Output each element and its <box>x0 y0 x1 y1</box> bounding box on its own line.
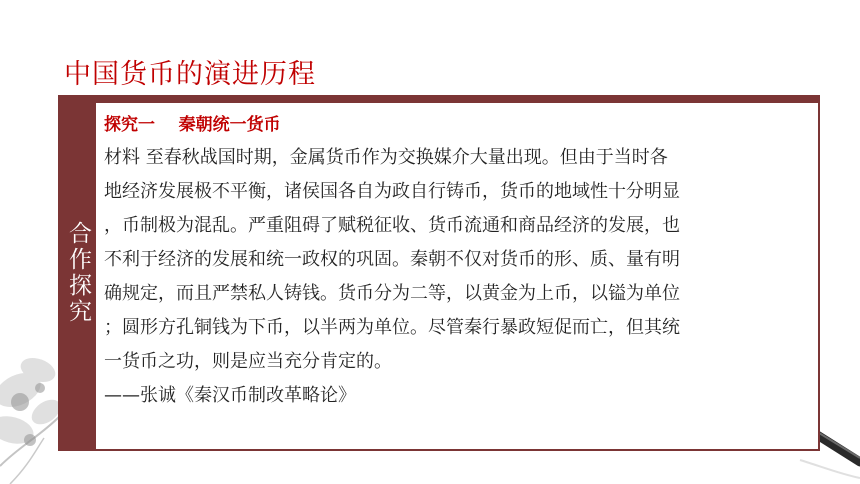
citation: ——张诚《秦汉币制改革略论》 <box>104 385 356 406</box>
text-line: 一货币之功，则是应当充分肯定的。 <box>104 351 392 372</box>
text-line: 确规定，而且严禁私人铸钱。货币分为二等，以黄金为上币，以镒为单位 <box>104 283 680 304</box>
text-line: ；圆形方孔铜钱为下币，以半两为单位。尽管秦行暴政短促而亡，但其统 <box>104 317 680 338</box>
panel-content <box>104 114 804 413</box>
panel-top-bar <box>60 97 818 103</box>
text-line: 材料 至春秋战国时期，金属货币作为交换媒介大量出现。但由于当时各 <box>104 147 668 168</box>
section-heading: 探究一 秦朝统一货币 <box>104 115 281 135</box>
side-tab <box>60 97 96 449</box>
text-line: ，币制极为混乱。严重阻碍了赋税征收、货币流通和商品经济的发展，也 <box>104 215 680 236</box>
text-line: 不利于经济的发展和统一政权的巩固。秦朝不仅对货币的形、质、量有明 <box>104 249 680 270</box>
content-panel <box>58 95 820 451</box>
text-line: 地经济发展极不平衡，诸侯国各自为政自行铸币，货币的地域性十分明显 <box>104 181 680 202</box>
page-title: 中国货币的演进历程 <box>64 59 316 90</box>
side-tab-label: 合作探究 <box>65 221 91 325</box>
